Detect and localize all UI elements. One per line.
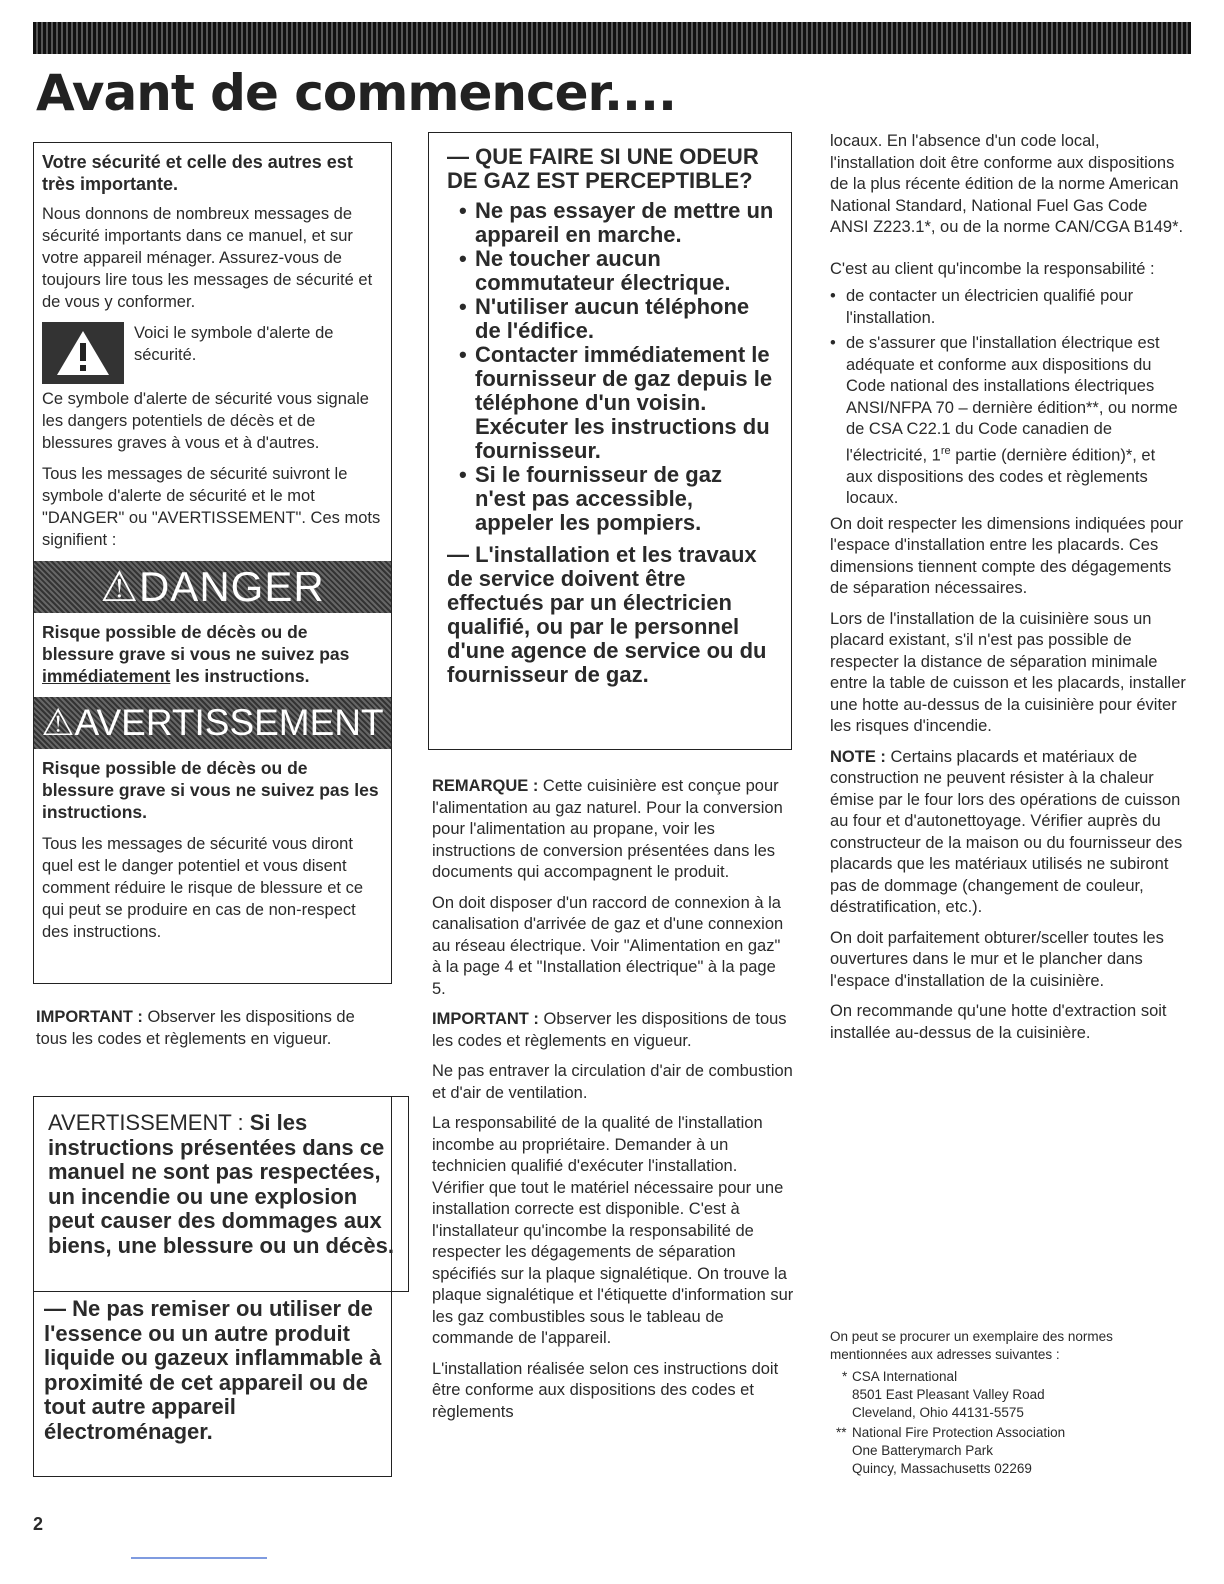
col3-p2: C'est au client qu'incombe la responsabilité : xyxy=(830,259,1155,278)
warning-text: Risque possible de décès ou de blessure grave si vous ne suivez pas les instructions. xyxy=(42,758,379,822)
gas-service-text: — L'installation et les travaux de service doivent être effectués par un électricien qualifié, ou par le personnel d'une agence de service ou du fournisseur de gaz. xyxy=(447,542,767,687)
gas-bullet: • Ne toucher aucun commutateur électrique. xyxy=(459,246,731,295)
list-item: • de contacter un électricien qualifié pour l'installation. xyxy=(830,287,1134,327)
list-item: • de s'assurer que l'installation électrique est adéquate et conforme aux dispositions du Code national des installations électriques ANSI/NFPA 70 – dernière édition**, ou norme de CSA C22.1 du Code canadien de l'électricité, 1re partie (dernière édition)*, et aux dispositions des codes et règlements locaux. xyxy=(830,334,1178,507)
footnotes xyxy=(830,1328,1180,1478)
messages-text: Tous les messages de sécurité suivront le symbole d'alerte de sécurité et le mot "DANGER" ou "AVERTISSEMENT". Ces mots signifient : xyxy=(42,465,381,549)
gas-bullet: • N'utiliser aucun téléphone de l'édifice. xyxy=(459,294,750,343)
safety-heading: Votre sécurité et celle des autres est très importante. xyxy=(42,152,353,194)
gas-odor-box xyxy=(428,132,792,750)
gas-question: — QUE FAIRE SI UNE ODEUR DE GAZ EST PERCEPTIBLE? • Ne pas essayer de mettre un appareil en marche. • Ne toucher aucun commutateur électrique. • N'utiliser aucun téléphone de l'édifice. • Contacter immédiatement le fournisseur de gaz depuis le téléphone d'un voisin. Exécuter les instructions du fournisseur. • Si le fournisseur de gaz n'est pas accessible, appeler les pompiers. — L'installation et les travaux de service doivent être effectués par un électricien qualifié, ou par le personnel d'une agence de service ou du fournisseur de gaz. xyxy=(447,145,777,687)
col3-p6: On recommande qu'une hotte d'extraction soit installée au-dessus de la cuisinière. xyxy=(830,1002,1167,1042)
col2-important: IMPORTANT : Observer les dispositions de tous les codes et règlements en vigueur. xyxy=(432,1010,787,1050)
fire-warning-item: — Ne pas remiser ou utiliser de l'essence ou un autre produit liquide ou gazeux inflammable à proximité de cet appareil ou de tout autre appareil électroménager. xyxy=(44,1296,382,1444)
column-3 xyxy=(830,131,1186,1053)
col3-p5: On doit parfaitement obturer/sceller toutes les ouvertures dans le mur et le plancher dans l'espace d'installation de la cuisinière. xyxy=(830,928,1164,990)
closing-text: Tous les messages de sécurité vous diront quel est le danger potentiel et vous disent comment réduire le risque de blessure et ce qui peut se produire en cas de non-respect des instructions. xyxy=(42,835,363,941)
footnote-intro: On peut se procurer un exemplaire des normes mentionnées aux adresses suivantes : xyxy=(830,1329,1113,1362)
warning-banner: ⚠AVERTISSEMENT xyxy=(34,697,391,749)
page-title: Avant de commencer.... xyxy=(36,64,677,122)
page-number: 2 xyxy=(33,1514,44,1534)
gas-bullet: • Si le fournisseur de gaz n'est pas accessible, appeler les pompiers. xyxy=(459,462,722,535)
col2-p2: Ne pas entraver la circulation d'air de combustion et d'air de ventilation. xyxy=(432,1062,793,1102)
danger-text: Risque possible de décès ou de blessure grave si vous ne suivez pas immédiatement les instructions. xyxy=(42,622,350,686)
safety-info-box xyxy=(33,142,392,984)
safety-intro: Nous donnons de nombreux messages de sécurité importants dans ce manuel, et sur votre appareil ménager. Assurez-vous de toujours lire tous les messages de sécurité et de vous y conformer. xyxy=(42,205,373,311)
col3-p3: On doit respecter les dimensions indiquées pour l'espace d'installation entre les placards. Ces dimensions tiennent compte des dégagements de séparation nécessaires. xyxy=(830,514,1184,597)
col3-p4: Lors de l'installation de la cuisinière sous un placard existant, s'il n'est pas possible de respecter la distance de séparation minimale entre la table de cuisson et les placards, installer une hotte au-dessus de la cuisinière pour éviter les risques d'incendie. xyxy=(830,609,1186,735)
col3-p1: locaux. En l'absence d'un code local, l'installation doit être conforme aux dispositions de la plus récente édition de la norme American National Standard, National Fuel Gas Code ANSI Z223.1*, ou de la norme CAN/CGA B149*. xyxy=(830,132,1184,236)
gas-bullet: • Ne pas essayer de mettre un appareil en marche. xyxy=(459,198,774,247)
col1-important: IMPORTANT : Observer les dispositions de tous les codes et règlements en vigueur. xyxy=(36,1008,355,1048)
safety-alert-icon xyxy=(42,322,124,384)
symbol-description: Ce symbole d'alerte de sécurité vous signale les dangers potentiels de décès et de blessures graves à vous et à d'autres. xyxy=(42,390,369,452)
column-2 xyxy=(432,776,794,1432)
col3-note: NOTE : Certains placards et matériaux de construction ne peuvent résister à la chaleur émise par le four lors des opérations de cuisson au four et d'autonettoyage. Vérifier auprès du constructeur de la maison ou du fournisseur des placards que les matériaux utilisés ne subiront pas de dommage (changement de couleur, déstratification, etc.). xyxy=(830,747,1183,916)
col2-p1: On doit disposer d'un raccord de connexion à la canalisation d'arrivée de gaz et d'une connexion au réseau électrique. Voir "Alimentation en gaz" à la page 4 et "Installation électrique" à la page 5. xyxy=(432,893,784,998)
remarque: REMARQUE : Cette cuisinière est conçue pour l'alimentation au gaz naturel. Pour la conversion pour l'alimentation au propane, voir les instructions de conversion présentées dans les documents qui accompagnent le produit. xyxy=(432,777,783,881)
symbol-text: Voici le symbole d'alerte de sécurité. xyxy=(134,324,334,364)
fire-warning-inner: AVERTISSEMENT : Si les instructions présentées dans ce manuel ne sont pas respectées, un incendie ou une explosion peut causer des dommages aux biens, une blessure ou un décès. xyxy=(33,1096,409,1292)
col2-p4: L'installation réalisée selon ces instructions doit être conforme aux dispositions des codes et règlements xyxy=(432,1359,779,1421)
csa-address: * CSA International 8501 East Pleasant Valley Road Cleveland, Ohio 44131-5575 xyxy=(842,1369,1045,1420)
col2-p3: La responsabilité de la qualité de l'installation incombe au propriétaire. Demander à un technicien qualifié d'exécuter l'installation. Vérifier que tout le matériel nécessaire pour une installation correcte est disponible. C'est à l'installateur qu'incombe la responsabilité de respecter les dégagements de séparation spécifiés sur la plaque signalétique. On trouve la plaque signalétique et l'étiquette d'information sur les gaz combustibles sous le tableau de commande de l'appareil. xyxy=(432,1114,794,1347)
nfpa-address: ** National Fire Protection Association One Batterymarch Park Quincy, Massachusetts 02269 xyxy=(836,1425,1066,1476)
link-underline xyxy=(131,1557,267,1559)
gas-bullets xyxy=(447,199,777,535)
danger-banner: ⚠DANGER xyxy=(34,561,391,613)
gas-bullet: • Contacter immédiatement le fournisseur de gaz depuis le téléphone d'un voisin. Exécuter les instructions du fournisseur. xyxy=(459,342,773,463)
header-bar xyxy=(33,22,1191,54)
